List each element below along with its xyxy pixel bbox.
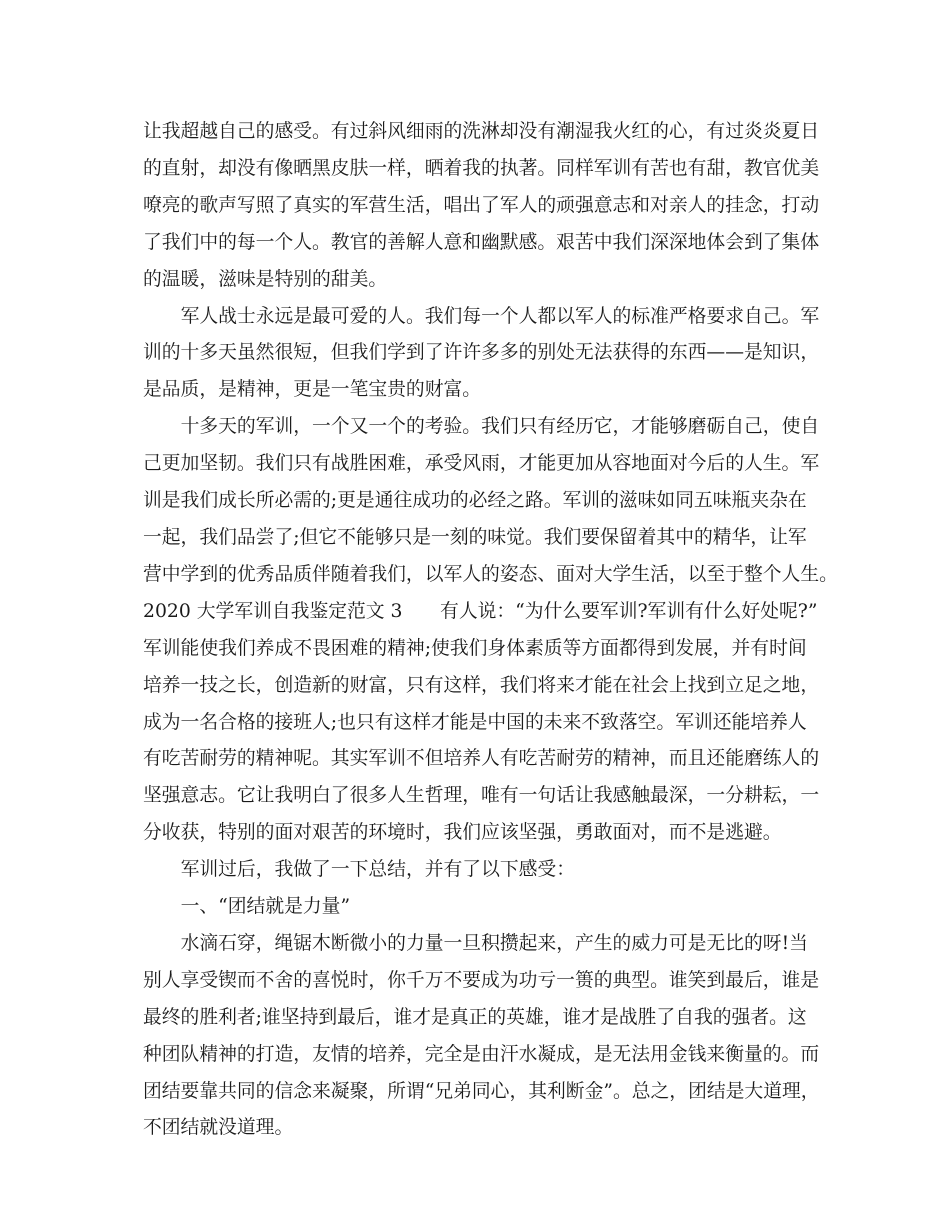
text-line: 别人享受锲而不舍的喜悦时，你千万不要成为功亏一篑的典型。谁笑到最后，谁是: [143, 969, 820, 991]
text-line: 最终的胜利者;谁坚持到最后，谁才是真正的英雄，谁才是战胜了自我的强者。这: [143, 1006, 807, 1028]
text-line: 是品质，是精神，更是一笔宝贵的财富。: [143, 379, 482, 401]
text-line: 一起，我们品尝了;但它不能够只是一刻的味觉。我们要保留着其中的精华，让军: [143, 526, 807, 548]
text-line: 一、“团结就是力量”: [180, 896, 351, 918]
text-line: 团结要靠共同的信念来凝聚，所谓“兄弟同心，其利断金”。总之，团结是大道理，: [143, 1080, 820, 1102]
paragraph-4: [143, 852, 825, 889]
text-line: 成为一名合格的接班人;也只有这样才能是中国的未来不致落空。军训还能培养人: [143, 711, 807, 733]
text-line: 培养一技之长，创造新的财富，只有这样，我们将来才能在社会上找到立足之地，: [143, 674, 820, 696]
text-line: 十多天的军训，一个又一个的考验。我们只有经历它，才能够磨砺自己，使自: [180, 416, 820, 438]
text-line: 2020 大学军训自我鉴定范文 3 有人说：“为什么要军训?军训有什么好处呢?”: [143, 600, 818, 622]
text-line: 军训过后，我做了一下总结，并有了以下感受：: [180, 859, 575, 881]
text-line: 营中学到的优秀品质伴随着我们，以军人的姿态、面对大学生活，以至于整个人生。: [143, 563, 838, 585]
paragraph-2: [143, 299, 825, 410]
text-line: 种团队精神的打造，友情的培养，完全是由汗水凝成，是无法用金钱来衡量的。而: [143, 1043, 820, 1065]
paragraph-3: [143, 409, 838, 852]
text-line: 训的十多天虽然很短，但我们学到了许许多多的别处无法获得的东西——是知识，: [143, 342, 820, 364]
text-line: 分收获，特别的面对艰苦的环境时，我们应该坚强，勇敢面对，而不是逃避。: [143, 822, 782, 844]
text-line: 的直射，却没有像晒黑皮肤一样，晒着我的执著。同样军训有苦也有甜，教官优美: [143, 157, 820, 179]
section-heading: [143, 889, 825, 926]
text-line: 军训能使我们养成不畏困难的精神;使我们身体素质等方面都得到发展，并有时间: [143, 637, 807, 659]
paragraph-6: [143, 926, 825, 1147]
paragraph-1: [143, 114, 825, 299]
text-line: 的温暖，滋味是特别的甜美。: [143, 268, 388, 290]
text-line: 不团结就没道理。: [143, 1117, 294, 1139]
text-line: 坚强意志。它让我明白了很多人生哲理，唯有一句话让我感触最深，一分耕耘，一: [143, 785, 820, 807]
text-line: 己更加坚韧。我们只有战胜困难，承受风雨，才能更加从容地面对今后的人生。军: [143, 453, 820, 475]
text-line: 训是我们成长所必需的;更是通往成功的必经之路。军训的滋味如同五味瓶夹杂在: [143, 490, 807, 512]
document-body: [143, 114, 838, 1147]
text-line: 了我们中的每一个人。教官的善解人意和幽默感。艰苦中我们深深地体会到了集体: [143, 231, 820, 253]
text-line: 军人战士永远是最可爱的人。我们每一个人都以军人的标准严格要求自己。军: [180, 305, 820, 327]
text-line: 水滴石穿，绳锯木断微小的力量一旦积攒起来，产生的威力可是无比的呀!当: [180, 932, 808, 954]
text-line: 有吃苦耐劳的精神呢。其实军训不但培养人有吃苦耐劳的精神，而且还能磨练人的: [143, 748, 820, 770]
text-line: 让我超越自己的感受。有过斜风细雨的洗淋却没有潮湿我火红的心，有过炎炎夏日: [143, 121, 820, 142]
text-line: 嘹亮的歌声写照了真实的军营生活，唱出了军人的顽强意志和对亲人的挂念，打动: [143, 194, 820, 216]
